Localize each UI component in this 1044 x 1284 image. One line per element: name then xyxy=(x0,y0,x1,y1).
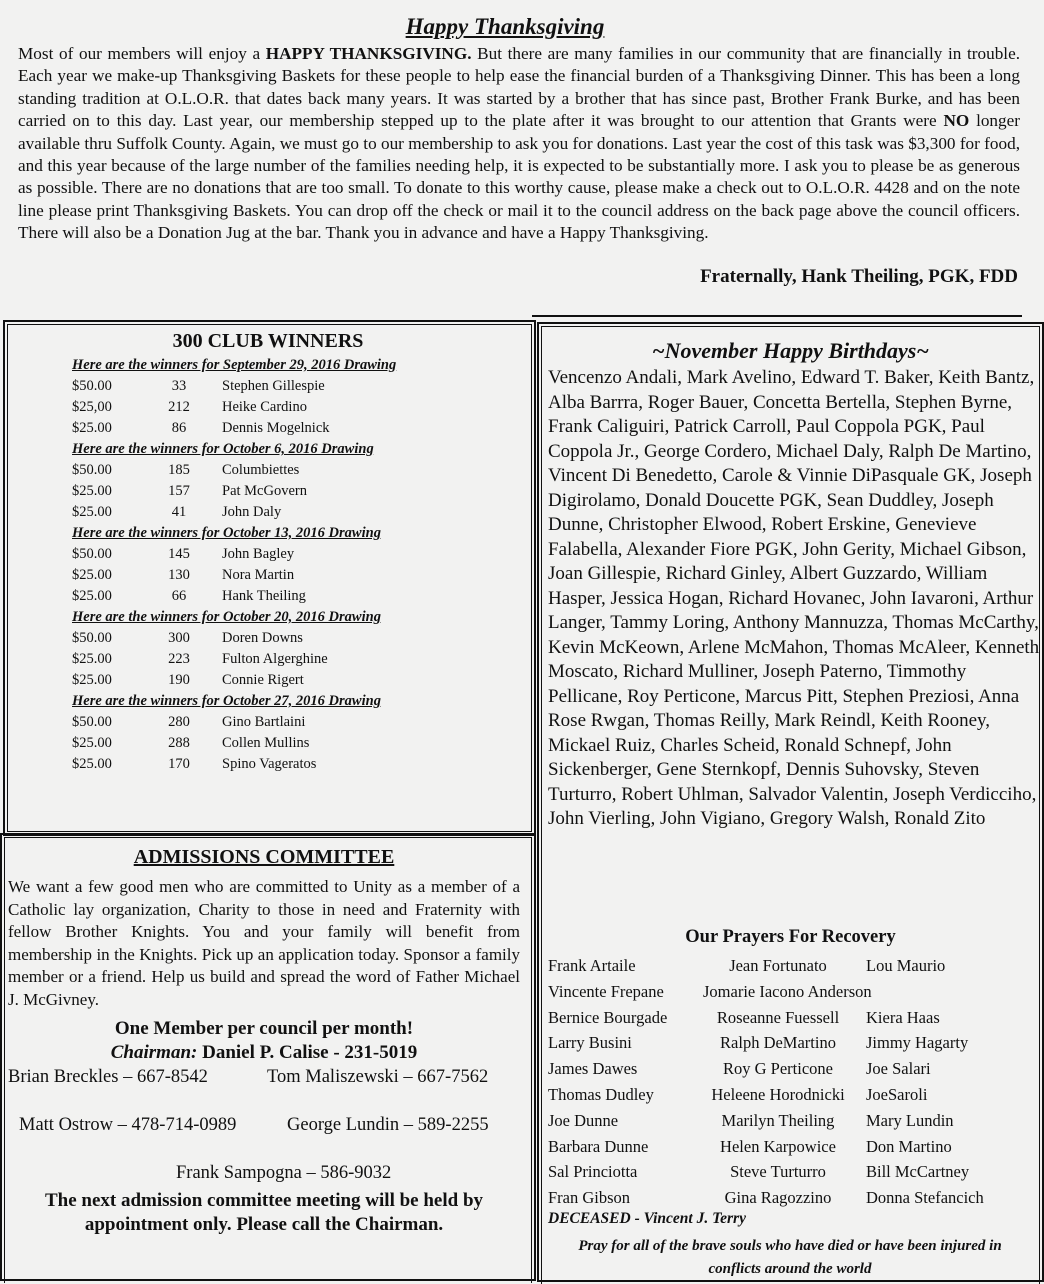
winner-row xyxy=(72,502,512,523)
prayer-name: Jimmy Hagarty xyxy=(866,1033,969,1053)
prayer-name: Jomarie Iacono Anderson xyxy=(703,981,872,1001)
prayer-name: Mary Lundin xyxy=(866,1110,954,1130)
winner-row xyxy=(72,733,512,754)
prayer-note: Pray for all of the brave souls who have died or have been injured in conflicts around the world xyxy=(578,1238,1002,1277)
drawing-heading: Here are the winners for October 6, 2016 Drawing xyxy=(72,441,374,457)
winner-row xyxy=(72,565,512,586)
prayer-row xyxy=(548,1134,1040,1160)
winner-row xyxy=(72,586,512,607)
winner-name: Gino Bartlaini xyxy=(222,714,306,730)
winner-number: 41 xyxy=(171,504,187,520)
winner-name: Hank Theiling xyxy=(222,588,306,604)
winner-number: 157 xyxy=(168,483,190,499)
contact-brian-breckles: Brian Breckles – 667-8542 xyxy=(8,1067,208,1087)
winner-number: 280 xyxy=(168,714,190,730)
admissions-body: We want a few good men who are committed to Unity as a member of a Catholic lay organization, Charity to those in need and Fraternity with fellow Brother Knights. You and your family will benefit from membership in the Knights. Pick up an application today. Sponsor a family member or a friend. Help us build and spread the word of Father Michael J. McGivney. xyxy=(8,877,520,1009)
chairman-value: Daniel P. Calise - 231-5019 xyxy=(197,1042,418,1063)
prayer-row xyxy=(548,1056,1040,1082)
thanksgiving-title: Happy Thanksgiving xyxy=(405,14,605,39)
prayer-name: Bernice Bourgade xyxy=(548,1007,668,1027)
prayer-name: Heleene Horodnicki xyxy=(711,1084,845,1104)
prayer-name: Lou Maurio xyxy=(866,956,946,975)
winner-name: John Daly xyxy=(222,504,282,520)
prayer-name: Vincente Frepane xyxy=(548,981,664,1001)
winner-row xyxy=(72,481,512,502)
prayer-row xyxy=(548,1082,1040,1108)
drawing-heading: Here are the winners for October 20, 2016 Drawing xyxy=(72,609,381,625)
club300-title: 300 CLUB WINNERS xyxy=(172,330,364,352)
prayer-name: Roy G Perticone xyxy=(723,1059,833,1079)
winner-name: Spino Vageratos xyxy=(222,756,317,772)
thanksgiving-body-text-3: longer available thru Suffolk County. Again, we must go to our membership to ask you for donations. Last year the cost of this task was $3,300 for food, and this year because of the large number of the families needing help, it is expected to be substantially more. I ask you to please be as generous as possible. There are no donations that are too small. To donate to this worthy cause, please make a check out to O.L.O.R. 4428 and on the note line please print Thanksgiving Baskets. You can drop off the check or mail it to the council address on the back page above the council officers. There will also be a Donation Jug at the bar. Thank you in advance and have a Happy Thanksgiving. xyxy=(18,111,1020,243)
winner-row xyxy=(72,754,512,775)
thanksgiving-body-text-2: But there are many families in our community that are financially in trouble. Each year we make-up Thanksgiving Baskets for these people to help ease the financial burden of a Thanksgiving Dinner. This has been a long standing tradition at O.L.O.R. that dates back many years. It was started by a brother that has since past, Brother Frank Burke, and has been carried on to this day. Last year, our membership stepped up to the plate after it was brought to our attention that Grants were xyxy=(18,44,1020,131)
winner-amount: $25.00 xyxy=(72,504,112,520)
prayer-row xyxy=(548,1005,1040,1031)
winner-number: 145 xyxy=(168,546,190,562)
winner-row xyxy=(72,649,512,670)
winner-number: 212 xyxy=(168,399,190,415)
winner-amount: $25.00 xyxy=(72,672,112,688)
winner-row xyxy=(72,376,512,397)
prayer-row xyxy=(548,1159,1040,1185)
birthdays-names: Vencenzo Andali, Mark Avelino, Edward T. Baker, Keith Bantz, Alba Barrra, Roger Bauer, Concetta Bertella, Stephen Byrne, Frank Caliguiri, Patrick Carroll, Paul Coppola PGK, Paul Coppola Jr., George Cordero, Michael Daly, Ralph De Martino, Vincent Di Benedetto, Carole & Vinnie DiPasquale GK, Joseph Digirolamo, Donald Doucette PGK, Sean Duddley, Joseph Dunne, Christopher Elwood, Robert Erskine, Genevieve Falabella, Alexander Fiore PGK, John Gerity, Michael Gibson, Joan Gillespie, Richard Ginley, Albert Guzzardo, William Hasper, Jessica Hogan, Richard Hovanec, John Iavaroni, Arthur Langer, Tammy Loring, Anthony Mannuzza, Thomas McCarthy, Kevin McKeown, Arlene McMahon, Thomas McAleer, Kenneth Moscato, Richard Mulliner, Joseph Paterno, Timmothy Pellicane, Roy Perticone, Marcus Pitt, Stephen Preziosi, Anna Rose Rwgan, Thomas Reilly, Mark Reindl, Keith Rooney, Mickael Ruiz, Charles Scheid, Ronald Schnepf, John Sickenberger, Gene Sternkopf, Dennis Suhovsky, Steven Turturro, Robert Uhlman, Salvador Valentin, Joseph Verdicciho, John Vierling, John Vigiano, Gregory Walsh, Ronald Zito xyxy=(548,367,1040,829)
drawing-heading: Here are the winners for October 27, 2016 Drawing xyxy=(72,693,381,709)
winner-amount: $25.00 xyxy=(72,567,112,583)
admissions-member-line: One Member per council per month! xyxy=(114,1018,414,1039)
prayer-name: Helen Karpowice xyxy=(720,1136,836,1156)
winner-name: Nora Martin xyxy=(222,567,295,583)
prayer-name: James Dawes xyxy=(548,1059,638,1079)
prayer-name: Donna Stefancich xyxy=(866,1188,984,1208)
winner-number: 66 xyxy=(171,588,187,604)
winner-number: 33 xyxy=(171,378,187,394)
thanksgiving-signature: Fraternally, Hank Theiling, PGK, FDD xyxy=(700,266,1018,287)
winner-name: John Bagley xyxy=(222,546,295,562)
prayer-row xyxy=(548,1030,1040,1056)
winner-name: Columbiettes xyxy=(222,462,300,478)
winner-row xyxy=(72,397,512,418)
prayer-name: Thomas Dudley xyxy=(548,1084,654,1104)
winner-amount: $50.00 xyxy=(72,462,112,478)
winner-row xyxy=(72,460,512,481)
admissions-title: ADMISSIONS COMMITTEE xyxy=(133,846,395,868)
winner-amount: $25.00 xyxy=(72,420,112,436)
admissions-next-meeting: The next admission committee meeting will be held by appointment only. Please call the Chairman. xyxy=(44,1190,484,1235)
winner-amount: $50.00 xyxy=(72,714,112,730)
prayers-title: Our Prayers For Recovery xyxy=(685,927,896,947)
prayer-name: Joe Salari xyxy=(866,1059,931,1079)
prayer-name: Frank Artaile xyxy=(548,956,636,975)
prayer-name: Steve Turturro xyxy=(730,1162,826,1182)
winner-number: 130 xyxy=(168,567,190,583)
winner-amount: $25,00 xyxy=(72,399,112,415)
prayer-name: Fran Gibson xyxy=(548,1188,631,1208)
contact-george-lundin: George Lundin – 589-2255 xyxy=(287,1115,489,1135)
prayer-name: Ralph DeMartino xyxy=(720,1033,836,1053)
thanksgiving-body-bold-2: NO xyxy=(943,111,970,131)
prayer-row xyxy=(548,1185,1040,1211)
winner-row xyxy=(72,544,512,565)
prayer-row xyxy=(548,953,1040,979)
winner-amount: $25.00 xyxy=(72,588,112,604)
thanksgiving-body xyxy=(18,43,1020,245)
contact-frank-sampogna: Frank Sampogna – 586-9032 xyxy=(176,1163,392,1183)
winner-name: Dennis Mogelnick xyxy=(222,420,330,436)
birthdays-title: ~November Happy Birthdays~ xyxy=(652,338,929,363)
winner-number: 185 xyxy=(168,462,190,478)
section-divider xyxy=(532,315,1022,317)
winner-number: 223 xyxy=(168,651,190,667)
prayer-row xyxy=(548,1108,1040,1134)
drawing-heading: Here are the winners for September 29, 2016 Drawing xyxy=(72,357,397,373)
winner-amount: $25.00 xyxy=(72,483,112,499)
winner-name: Stephen Gillespie xyxy=(222,378,325,394)
winner-row xyxy=(72,670,512,691)
winner-row xyxy=(72,418,512,439)
prayer-name: JoeSaroli xyxy=(866,1084,928,1104)
prayer-name: Barbara Dunne xyxy=(548,1136,649,1156)
prayer-name: Sal Princiotta xyxy=(548,1162,638,1182)
prayer-name: Joe Dunne xyxy=(548,1110,619,1130)
club300-drawings xyxy=(72,355,512,775)
winner-name: Doren Downs xyxy=(222,630,303,646)
winner-amount: $50.00 xyxy=(72,630,112,646)
deceased-line: DECEASED - Vincent J. Terry xyxy=(548,1210,746,1227)
prayer-name: Gina Ragozzino xyxy=(724,1188,832,1208)
winner-name: Fulton Algerghine xyxy=(222,651,328,667)
winner-number: 300 xyxy=(168,630,190,646)
contact-matt-ostrow: Matt Ostrow – 478-714-0989 xyxy=(19,1115,237,1135)
thanksgiving-body-bold-1: HAPPY THANKSGIVING. xyxy=(265,44,472,63)
prayer-name: Larry Busini xyxy=(548,1033,632,1053)
prayer-name: Roseanne Fuessell xyxy=(716,1007,840,1027)
prayer-name: Don Martino xyxy=(866,1136,952,1156)
winner-row xyxy=(72,712,512,733)
winner-name: Connie Rigert xyxy=(222,672,304,688)
winner-number: 170 xyxy=(168,756,190,772)
winner-row xyxy=(72,628,512,649)
winner-name: Pat McGovern xyxy=(222,483,307,499)
prayer-name: Kiera Haas xyxy=(866,1007,940,1027)
contact-tom-maliszewski: Tom Maliszewski – 667-7562 xyxy=(267,1067,489,1087)
winner-number: 288 xyxy=(168,735,190,751)
chairman-label: Chairman: xyxy=(110,1042,198,1063)
prayer-name: Marilyn Theiling xyxy=(721,1110,835,1130)
admissions-chairman xyxy=(0,1042,528,1064)
winner-number: 190 xyxy=(168,672,190,688)
prayer-name: Bill McCartney xyxy=(866,1162,970,1182)
winner-name: Heike Cardino xyxy=(222,399,307,415)
drawing-heading: Here are the winners for October 13, 2016 Drawing xyxy=(72,525,381,541)
winner-amount: $25.00 xyxy=(72,651,112,667)
thanksgiving-body-text-1: Most of our members will enjoy a xyxy=(18,44,266,63)
winner-name: Collen Mullins xyxy=(222,735,310,751)
prayer-row xyxy=(548,979,1040,1005)
winner-amount: $50.00 xyxy=(72,378,112,394)
winner-number: 86 xyxy=(171,420,187,436)
winner-amount: $25.00 xyxy=(72,756,112,772)
prayers-list xyxy=(548,953,1040,1211)
prayer-name: Jean Fortunato xyxy=(729,956,827,975)
winner-amount: $25.00 xyxy=(72,735,112,751)
winner-amount: $50.00 xyxy=(72,546,112,562)
